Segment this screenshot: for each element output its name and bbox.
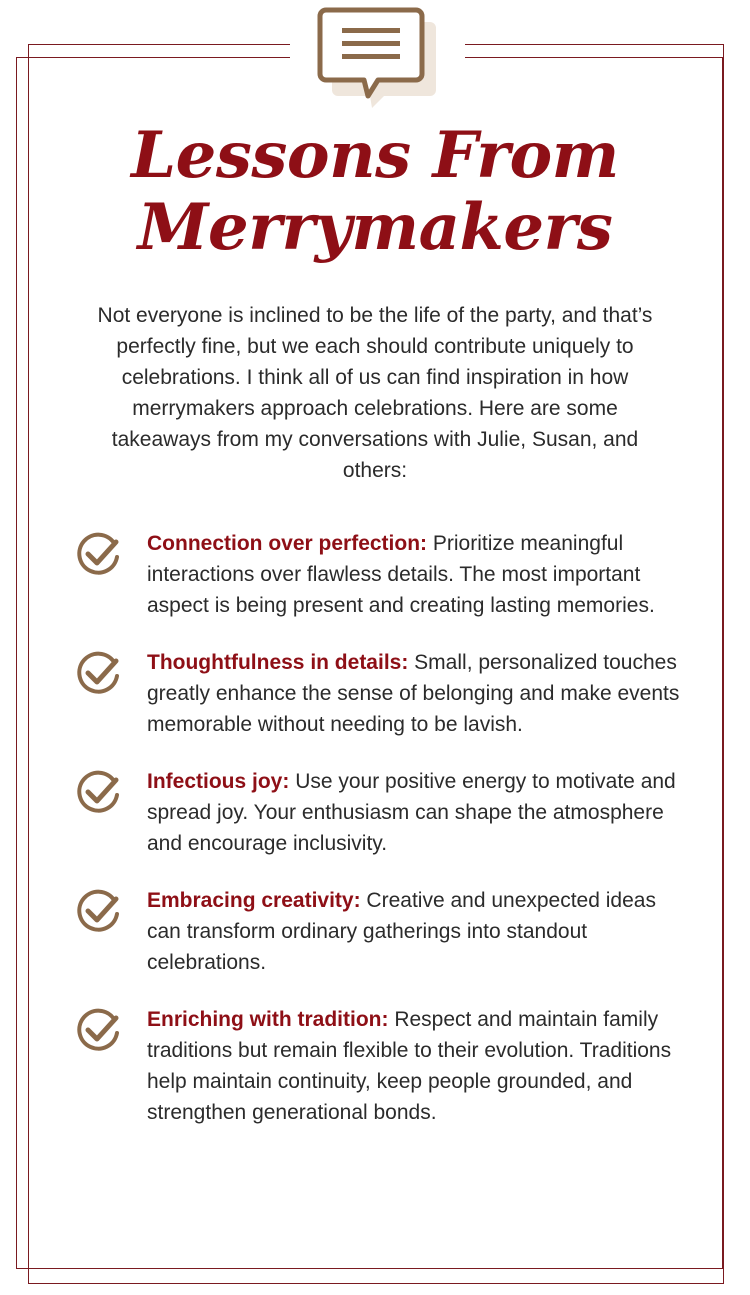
check-circle-icon — [74, 650, 122, 698]
list-item — [72, 1004, 682, 1128]
check-circle-icon — [74, 531, 122, 579]
item-label: Enriching with tradition: — [147, 1008, 389, 1031]
item-label: Connection over perfection: — [147, 532, 428, 555]
check-circle-icon — [74, 1007, 122, 1055]
item-label: Thoughtfulness in details: — [147, 651, 409, 674]
item-text: Use your positive energy to motivate and spread joy. Your enthusiasm can shape the atmosphere and encourage inclusivity. — [147, 770, 676, 855]
list-item — [72, 766, 682, 859]
check-circle-icon — [74, 769, 122, 817]
item-text: Prioritize meaningful interactions over flawless details. The most important aspect is being present and creating lasting memories. — [147, 532, 655, 617]
item-label: Infectious joy: — [147, 770, 290, 793]
chat-bubble-icon — [316, 4, 436, 108]
list-item — [72, 647, 682, 740]
intro-paragraph: Not everyone is inclined to be the life of the party, and that’s perfectly fine, but we each should contribute uniquely to celebrations. I think all of us can find inspiration in how merrymakers approach celebrations. Here are some takeaways from my conversations with Julie, Susan, and others: — [97, 304, 653, 482]
item-text: Respect and maintain family traditions but remain flexible to their evolution. Traditions help maintain continuity, keep people grounded, and strengthen generational bonds. — [147, 1008, 672, 1124]
check-circle-icon — [74, 888, 122, 936]
list-item — [72, 885, 682, 978]
item-label: Embracing creativity: — [147, 889, 361, 912]
list-item — [72, 528, 682, 621]
item-text: Creative and unexpected ideas can transform ordinary gatherings into standout celebrations. — [147, 889, 656, 974]
page-title: Lessons From Merrymakers — [131, 118, 619, 265]
item-text: Small, personalized touches greatly enhance the sense of belonging and make events memorable without needing to be lavish. — [147, 651, 680, 736]
takeaways-list — [72, 528, 682, 1154]
